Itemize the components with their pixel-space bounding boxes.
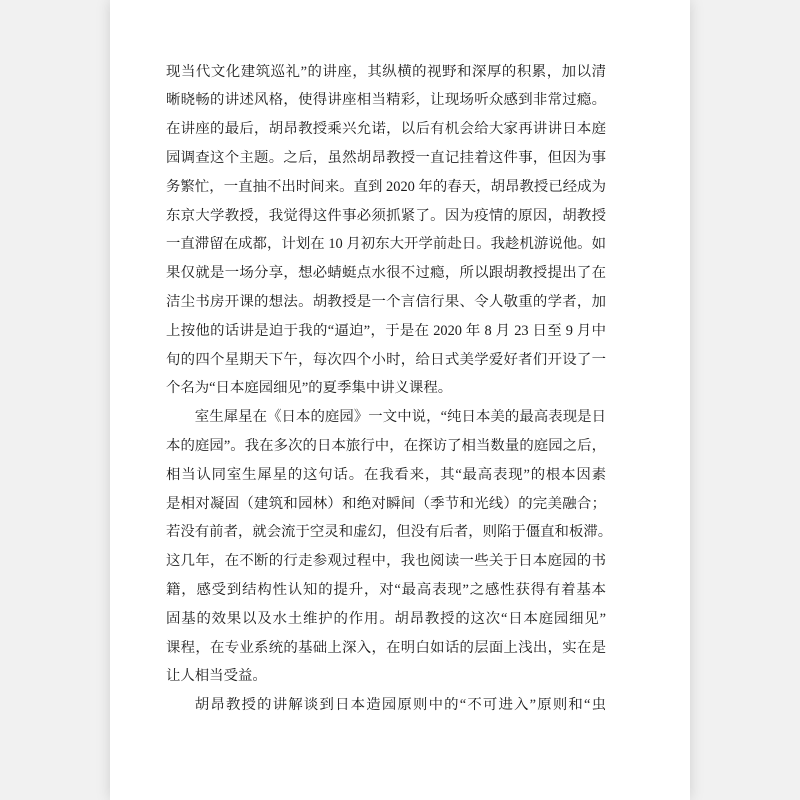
text-line: 果仅就是一场分享，想必蜻蜓点水很不过瘾，所以跟胡教授提出了在 xyxy=(166,265,606,282)
text-line: 在讲座的最后，胡昂教授乘兴允诺，以后有机会给大家再讲讲日本庭 xyxy=(166,121,606,138)
text-line: 籍，感受到结构性认知的提升，对“最高表现”之感性获得有着基本 xyxy=(166,581,606,598)
paragraph xyxy=(166,403,613,691)
quoted-phrase: 本的庭园 xyxy=(166,437,224,454)
text-line: 现当代文化建筑巡礼”的讲座，其纵横的视野和深厚的积累，加以清 xyxy=(166,63,606,80)
text-line: 让人相当受益。 xyxy=(166,668,267,685)
text-line: 若没有前者，就会流于空灵和虚幻，但没有后者，则陷于僵直和板滞。 xyxy=(166,524,613,541)
text-line: 洁尘书房开课的想法。胡教授是一个言信行果、令人敬重的学者，加 xyxy=(166,293,606,310)
text-line: 东京大学教授，我觉得这件事必须抓紧了。因为疫情的原因，胡教授 xyxy=(166,207,606,224)
text-line: 课程，在专业系统的基础上深入，在明白如话的层面上浅出，实在是 xyxy=(166,639,606,656)
paragraph-continued xyxy=(166,58,606,404)
quoted-phrase: 纯日本美的最高表现是日 xyxy=(446,409,606,426)
text-segment: ”。我在多次的日本旅行中，在探访了相当数量的庭园之后， xyxy=(223,437,606,454)
body-text xyxy=(166,58,613,720)
text-line: 相当认同室生犀星的这句话。在我看来，其“最高表现”的根本因素 xyxy=(166,466,606,483)
text-line xyxy=(166,403,606,432)
paragraph xyxy=(166,691,606,720)
text-line: 这几年，在不断的行走参观过程中，我也阅读一些关于日本庭园的书 xyxy=(166,553,606,570)
text-line: 务繁忙，一直抽不出时间来。直到 2020 年的春天，胡昂教授已经成为 xyxy=(166,178,606,195)
book-page xyxy=(110,0,690,800)
text-line: 旬的四个星期天下午，每次四个小时，给日式美学爱好者们开设了一 xyxy=(166,351,606,368)
text-line: 固基的效果以及水土维护的作用。胡昂教授的这次“日本庭园细见” xyxy=(166,610,606,627)
text-segment: 室生犀星在《日本的庭园》一文中说，“ xyxy=(194,409,447,426)
text-line: 晰晓畅的讲述风格，使得讲座相当精彩，让现场听众感到非常过瘾。 xyxy=(166,92,606,109)
text-line xyxy=(166,432,606,461)
text-line: 一直滞留在成都，计划在 10 月初东大开学前赴日。我趁机游说他。如 xyxy=(166,236,606,253)
text-line: 个名为“日本庭园细见”的夏季集中讲义课程。 xyxy=(166,380,453,397)
text-line: 是相对凝固（建筑和园林）和绝对瞬间（季节和光线）的完美融合； xyxy=(166,495,606,512)
text-line: 园调查这个主题。之后，虽然胡昂教授一直记挂着这件事，但因为事 xyxy=(166,149,606,166)
text-line: 上按他的话讲是迫于我的“逼迫”，于是在 2020 年 8 月 23 日至 9 月中 xyxy=(166,322,606,339)
text-line: 胡昂教授的讲解谈到日本造园原则中的“不可进入”原则和“虫 xyxy=(194,697,606,714)
